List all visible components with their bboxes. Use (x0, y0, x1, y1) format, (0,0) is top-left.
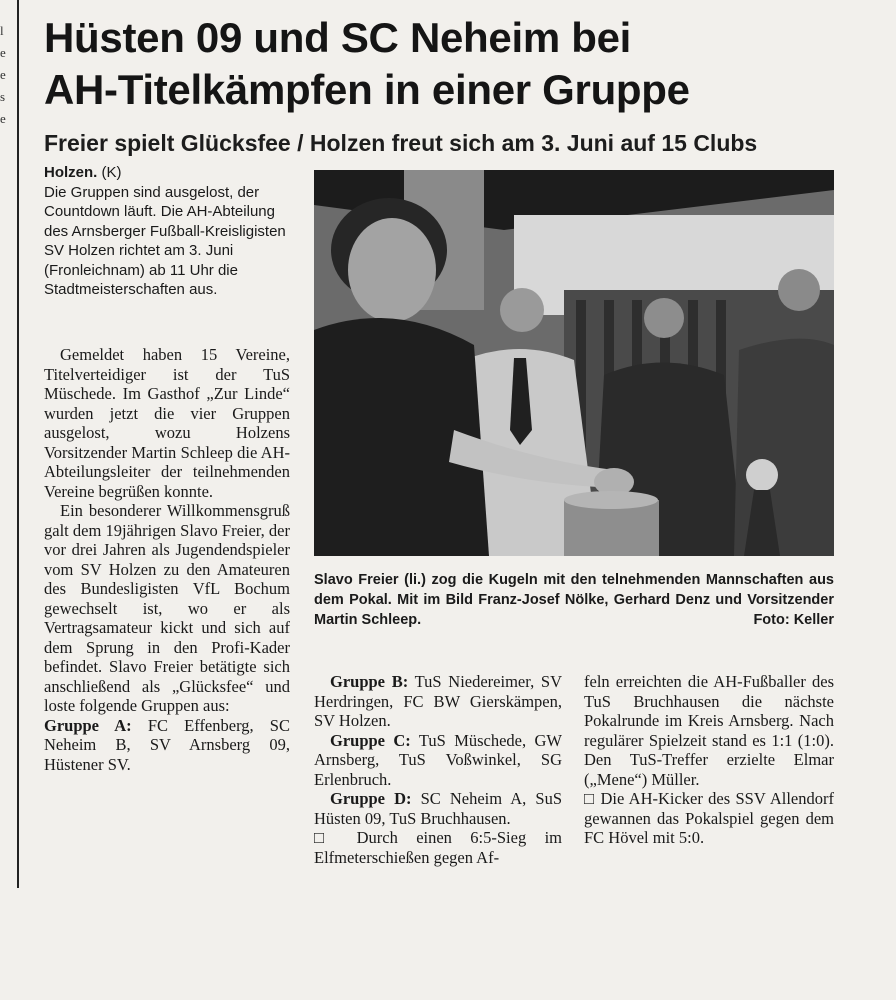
fragment-char: s (0, 89, 6, 104)
group-a-label: Gruppe A: (44, 715, 132, 735)
photo-caption (314, 570, 834, 630)
paragraph: feln erreichten die AH-Fußballer des TuS Bruchhausen die nächste Pokalrunde im Kreis Arnsberg. Nach regulärer Spielzeit stand es 1:1 (1:0). Den TuS-Treffer erzielte Elmar („Mene“) Müller. (584, 672, 834, 789)
article-column-1 (44, 345, 290, 774)
group-a-teams: FC Effenberg, SC Neheim B, SV Arnsberg 09, Hüstener SV. (44, 715, 290, 774)
headline-line-2: AH-Titelkämpfen in einer Gruppe (44, 66, 690, 113)
article-headline (44, 12, 844, 116)
paragraph: □ Durch einen 6:5-Sieg im Elfmeterschießen gegen Af- (314, 828, 562, 867)
caption-text: Slavo Freier (li.) zog die Kugeln mit den telnehmenden Mannschaften aus dem Pokal. Mit im Bild Franz-Josef Nölke, Gerhard Denz und Vorsitzender Martin Schleep. (314, 572, 834, 628)
article-subheadline: Freier spielt Glücksfee / Holzen freut sich am 3. Juni auf 15 Clubs (44, 130, 758, 156)
group-d-paragraph (314, 789, 562, 828)
group-d-teams: SC Neheim A, SuS Hüsten 09, TuS Bruchhausen. (314, 789, 562, 828)
group-b-teams: TuS Niedereimer, SV Herdringen, FC BW Gierskämpen, SV Holzen. (314, 672, 563, 730)
paragraph: □ Die AH-Kicker des SSV Allendorf gewannen das Pokalspiel gegen dem FC Hövel mit 5:0. (584, 789, 834, 847)
intro-text: Die Gruppen sind ausgelost, der Countdown läuft. Die AH-Abteilung des Arnsberger Fußball-Kreisligisten SV Holzen richtet am 3. Juni (Fronleichnam) ab 11 Uhr die Stadtmeisterschaften aus. (44, 183, 286, 298)
group-b-paragraph (314, 672, 562, 731)
photo-credit: Foto: Keller (753, 612, 834, 628)
article-column-2 (314, 672, 562, 867)
paragraph: Ein besonderer Willkommensgruß galt dem 19jährigen Slavo Freier, der vor drei Jahren als Jugendendspieler vom SV Holzen zu den Amateuren des Bundesligisten VfL Bochum gewechselt ist, wo er als Vertragsamateur kickt und sich auf dem Sprung in den Profi-Kader befindet. Slavo Freier betätigte sich anschließend als „Glücksfee“ und loste folgende Gruppen aus: (44, 501, 290, 715)
group-c-teams: TuS Müschede, GW Arnsberg, TuS Voßwinkel, SG Erlenbruch. (314, 730, 563, 789)
group-d-label: Gruppe D: (330, 789, 412, 808)
column-rule (17, 0, 19, 888)
group-a-paragraph (44, 716, 290, 775)
group-c-paragraph (314, 731, 562, 790)
dateline-author: (K) (97, 164, 122, 181)
adjacent-article-fragment (0, 20, 14, 130)
fragment-char: e (0, 45, 6, 60)
group-b-label: Gruppe B: (330, 672, 409, 691)
dateline: Holzen. (44, 164, 98, 181)
fragment-char: e (0, 67, 6, 82)
article-photo (314, 170, 834, 556)
fragment-char: e (0, 111, 6, 126)
photo-illustration (314, 170, 834, 556)
fragment-char: l (0, 23, 4, 38)
article-column-3 (584, 672, 834, 848)
headline-line-1: Hüsten 09 und SC Neheim bei (44, 14, 632, 61)
article-intro (44, 163, 294, 300)
paragraph: Gemeldet haben 15 Vereine, Titelverteidiger ist der TuS Müschede. Im Gasthof „Zur Linde“ wurden jetzt die vier Gruppen ausgelost, wozu Holzens Vorsitzender Martin Schleep die AH-Abteilungsleiter der teilnehmenden Vereine begrüßen konnte. (44, 345, 290, 501)
group-c-label: Gruppe C: (330, 730, 411, 750)
